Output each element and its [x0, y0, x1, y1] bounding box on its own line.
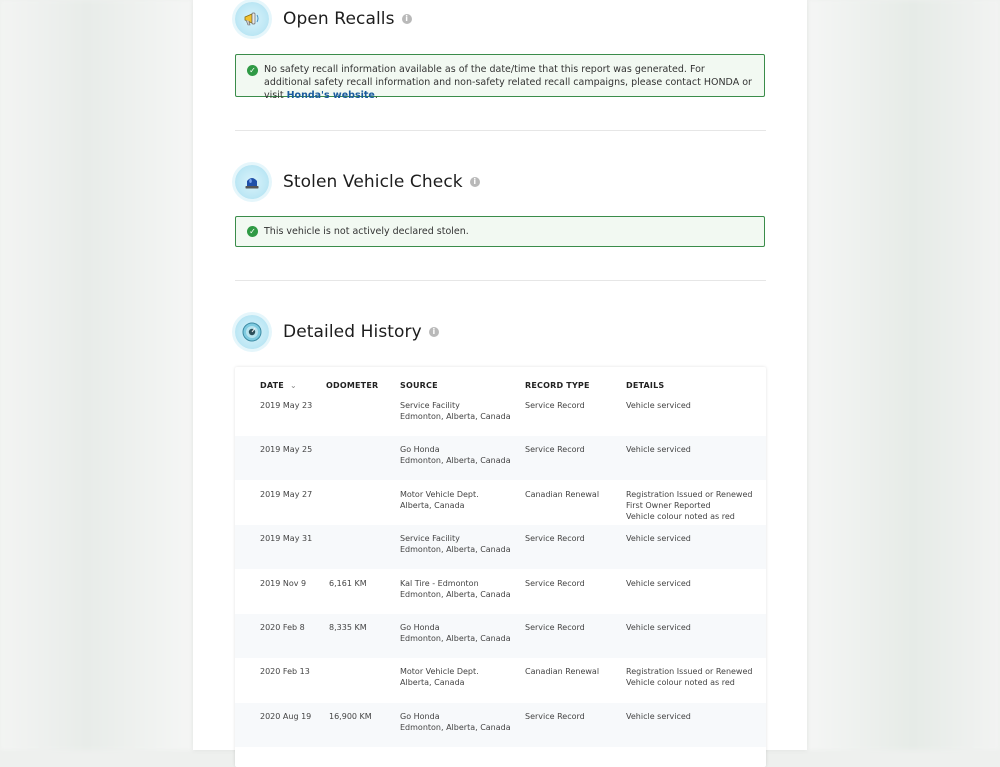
cell-source-line: Edmonton, Alberta, Canada	[400, 412, 511, 421]
cell-odometer: 16,900 KM	[329, 711, 372, 721]
cell-details-line: Vehicle serviced	[626, 578, 691, 588]
report-page	[193, 0, 807, 750]
cell-details	[626, 444, 691, 455]
table-row	[235, 525, 766, 569]
cell-date: 2019 May 25	[260, 445, 313, 455]
cell-source-line: Service Facility	[400, 401, 460, 410]
cell-source-line: Edmonton, Alberta, Canada	[400, 589, 511, 599]
cell-record-type: Service Record	[525, 445, 585, 455]
cell-source	[400, 622, 511, 644]
cell-source-line: Alberta, Canada	[400, 678, 465, 688]
table-row	[235, 436, 766, 480]
cell-source-line: Edmonton, Alberta, Canada	[400, 634, 511, 643]
cell-details-line: Registration Issued or Renewed	[626, 667, 753, 677]
cell-date: 2019 May 27	[260, 489, 313, 499]
cell-source-line: Edmonton, Alberta, Canada	[400, 545, 511, 555]
detailed-history-title: Detailed History	[283, 322, 422, 342]
cell-details	[626, 533, 691, 544]
cell-record-type: Canadian Renewal	[525, 667, 600, 677]
blurred-background-left	[0, 0, 193, 750]
cell-details	[626, 489, 752, 522]
info-icon[interactable]: i	[470, 177, 480, 187]
column-header-odometer[interactable]: ODOMETER	[326, 381, 379, 390]
cell-details-line: Vehicle serviced	[626, 534, 691, 544]
cell-odometer: 8,335 KM	[329, 623, 367, 632]
cell-source	[400, 489, 479, 511]
stolen-check-title: Stolen Vehicle Check	[283, 172, 463, 192]
cell-odometer: 6,161 KM	[329, 578, 367, 588]
cell-source-line: Edmonton, Alberta, Canada	[400, 456, 511, 466]
cell-source	[400, 533, 511, 555]
cell-details-line: Vehicle colour noted as red	[626, 511, 735, 521]
cell-details	[626, 578, 691, 589]
column-header-record-type[interactable]: RECORD TYPE	[525, 381, 590, 390]
cell-record-type: Canadian Renewal	[525, 489, 600, 499]
honda-website-link[interactable]: Honda's website	[286, 90, 375, 101]
table-row	[235, 481, 766, 525]
column-header-details[interactable]: DETAILS	[626, 381, 665, 390]
cell-source-line: Go Honda	[400, 711, 440, 721]
section-divider	[235, 130, 766, 131]
column-date-label: DATE	[260, 381, 284, 390]
stolen-alert	[235, 216, 765, 247]
stolen-check-header	[235, 165, 480, 199]
cell-source-line: Motor Vehicle Dept.	[400, 667, 479, 677]
odometer-icon	[235, 315, 269, 349]
open-recalls-header	[235, 2, 412, 36]
table-row	[235, 703, 766, 747]
cell-source-line: Go Honda	[400, 623, 440, 632]
cell-details-line: Vehicle serviced	[626, 401, 691, 410]
cell-details-line: Vehicle serviced	[626, 623, 691, 632]
table-row	[235, 614, 766, 658]
table-row	[235, 658, 766, 702]
cell-details-line: Vehicle colour noted as red	[626, 678, 735, 688]
blurred-background-right	[807, 0, 1000, 750]
cell-source	[400, 578, 511, 600]
cell-details	[626, 622, 691, 633]
column-header-date[interactable]	[260, 381, 297, 390]
cell-source-line: Alberta, Canada	[400, 500, 465, 510]
cell-record-type: Service Record	[525, 711, 585, 721]
section-divider	[235, 280, 766, 281]
cell-date: 2020 Feb 8	[260, 623, 305, 632]
cell-details	[626, 711, 691, 722]
cell-details-line: First Owner Reported	[626, 500, 711, 510]
cell-source	[400, 444, 511, 466]
cell-record-type: Service Record	[525, 401, 585, 410]
cell-source-line: Kal Tire - Edmonton	[400, 578, 479, 588]
history-table	[235, 367, 766, 767]
check-circle-icon: ✓	[247, 65, 258, 76]
cell-date: 2019 Nov 9	[260, 578, 307, 588]
open-recalls-title: Open Recalls	[283, 9, 395, 29]
cell-source-line: Service Facility	[400, 534, 460, 544]
cell-details-line: Vehicle serviced	[626, 445, 691, 455]
column-header-source[interactable]: SOURCE	[400, 381, 438, 390]
cell-details	[626, 400, 691, 411]
info-icon[interactable]: i	[429, 327, 439, 337]
recall-message: No safety recall information available as of the date/time that this report was generated. For additional safety recall information and non-safety related recall campaigns, please contact HONDA or visit	[264, 64, 752, 101]
cell-record-type: Service Record	[525, 623, 585, 632]
table-row	[235, 392, 766, 436]
cell-details-line: Registration Issued or Renewed	[626, 489, 753, 499]
detailed-history-header	[235, 315, 439, 349]
table-row	[235, 570, 766, 614]
siren-icon	[235, 165, 269, 199]
cell-date: 2020 Aug 19	[260, 711, 312, 721]
check-circle-icon: ✓	[247, 226, 258, 237]
cell-source-line: Go Honda	[400, 445, 440, 455]
cell-source	[400, 711, 511, 733]
cell-source	[400, 666, 479, 688]
recall-alert	[235, 54, 765, 101]
cell-date: 2020 Feb 13	[260, 667, 310, 677]
info-icon[interactable]: i	[402, 14, 412, 24]
cell-record-type: Service Record	[525, 578, 585, 588]
recall-link-suffix: .	[374, 90, 378, 101]
cell-source-line: Edmonton, Alberta, Canada	[400, 722, 511, 732]
cell-details	[626, 666, 752, 688]
cell-source	[400, 400, 511, 422]
sort-down-icon[interactable]: ⌄	[289, 381, 297, 390]
recall-alert-text	[264, 63, 752, 102]
cell-record-type: Service Record	[525, 534, 585, 544]
megaphone-icon	[235, 2, 269, 36]
cell-details-line: Vehicle serviced	[626, 711, 691, 721]
cell-date: 2019 May 31	[260, 534, 313, 544]
cell-date: 2019 May 23	[260, 401, 313, 410]
cell-source-line: Motor Vehicle Dept.	[400, 489, 479, 499]
stolen-message: This vehicle is not actively declared stolen.	[264, 226, 469, 237]
